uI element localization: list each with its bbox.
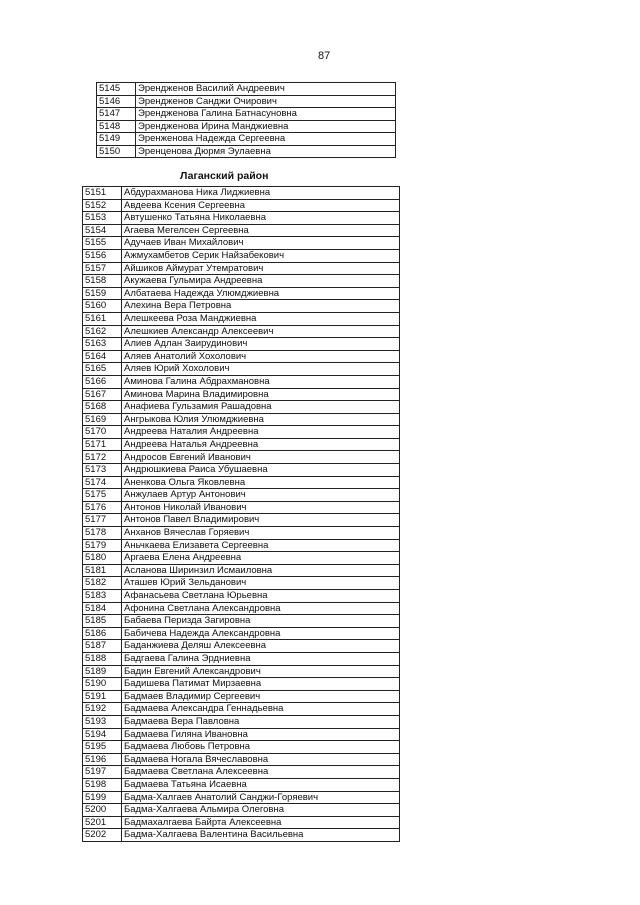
table-row: [97, 120, 396, 133]
person-name: Асланова Ширинзил Исмаиловна: [122, 564, 400, 577]
person-name: Бадмаева Любовь Петровна: [122, 741, 400, 754]
table-row: [83, 426, 400, 439]
row-number: 5193: [83, 715, 122, 728]
table-row: [83, 224, 400, 237]
row-number: 5169: [83, 413, 122, 426]
person-name: Авдеева Ксения Сергеевна: [122, 199, 400, 212]
person-name: Эрендженов Санджи Очирович: [136, 95, 396, 108]
table-row: [83, 678, 400, 691]
table-row: [97, 83, 396, 96]
table-row: [83, 766, 400, 779]
person-name: Ангрыкова Юлия Улюмджиевна: [122, 413, 400, 426]
table-row: [83, 577, 400, 590]
table-row: [83, 375, 400, 388]
row-number: 5182: [83, 577, 122, 590]
table-row: [83, 464, 400, 477]
table-row: [83, 350, 400, 363]
table-row: [83, 237, 400, 250]
row-number: 5175: [83, 489, 122, 502]
row-number: 5171: [83, 438, 122, 451]
table-row: [83, 438, 400, 451]
person-name: Адучаев Иван Михайлович: [122, 237, 400, 250]
table-row: [83, 401, 400, 414]
row-number: 5148: [97, 120, 136, 133]
table-row: [83, 665, 400, 678]
person-name: Бабаева Перизда Загировна: [122, 615, 400, 628]
person-name: Андреева Наталья Андреевна: [122, 438, 400, 451]
row-number: 5176: [83, 501, 122, 514]
table-row: [83, 514, 400, 527]
table-row: [83, 804, 400, 817]
row-number: 5197: [83, 766, 122, 779]
person-name: Аминова Галина Абдрахмановна: [122, 375, 400, 388]
row-number: 5183: [83, 590, 122, 603]
person-name: Бабичева Надежда Александровна: [122, 627, 400, 640]
table-row: [83, 489, 400, 502]
person-name: Андрюшкиева Раиса Убушаевна: [122, 464, 400, 477]
person-name: Андросов Евгений Иванович: [122, 451, 400, 464]
person-name: Бадмаева Татьяна Исаевна: [122, 778, 400, 791]
row-number: 5158: [83, 275, 122, 288]
row-number: 5150: [97, 145, 136, 158]
row-number: 5147: [97, 108, 136, 121]
person-name: Алехина Вера Петровна: [122, 300, 400, 313]
person-name: Бадин Евгений Александрович: [122, 665, 400, 678]
row-number: 5179: [83, 539, 122, 552]
row-number: 5181: [83, 564, 122, 577]
row-number: 5188: [83, 652, 122, 665]
person-name: Аташев Юрий Зельданович: [122, 577, 400, 590]
table-row: [83, 199, 400, 212]
row-number: 5195: [83, 741, 122, 754]
table-row: [83, 715, 400, 728]
row-number: 5154: [83, 224, 122, 237]
person-name: Ажмухамбетов Серик Найзабекович: [122, 249, 400, 262]
row-number: 5168: [83, 401, 122, 414]
person-name: Андреева Наталия Андреевна: [122, 426, 400, 439]
table-row: [83, 249, 400, 262]
row-number: 5201: [83, 816, 122, 829]
row-number: 5178: [83, 527, 122, 540]
person-name: Аргаева Елена Андреевна: [122, 552, 400, 565]
table-row: [97, 95, 396, 108]
person-name: Аньчкаева Елизавета Сергеевна: [122, 539, 400, 552]
row-number: 5151: [83, 187, 122, 200]
table-row: [97, 133, 396, 146]
row-number: 5191: [83, 690, 122, 703]
table-row: [83, 703, 400, 716]
person-name: Антонов Николай Иванович: [122, 501, 400, 514]
row-number: 5196: [83, 753, 122, 766]
person-name: Бадмахалгаева Байрта Алексеевна: [122, 816, 400, 829]
table-row: [83, 615, 400, 628]
row-number: 5146: [97, 95, 136, 108]
table-row: [83, 413, 400, 426]
row-number: 5145: [97, 83, 136, 96]
person-name: Бадгаева Галина Эрдниевна: [122, 652, 400, 665]
row-number: 5189: [83, 665, 122, 678]
table-row: [83, 187, 400, 200]
row-number: 5164: [83, 350, 122, 363]
person-name: Эрендженова Ирина Манджиевна: [136, 120, 396, 133]
row-number: 5155: [83, 237, 122, 250]
table-row: [83, 363, 400, 376]
person-name: Аминова Марина Владимировна: [122, 388, 400, 401]
person-name: Анжулаев Артур Антонович: [122, 489, 400, 502]
person-name: Бадмаева Вера Павловна: [122, 715, 400, 728]
person-name: Аненкова Ольга Яковлевна: [122, 476, 400, 489]
table-row: [83, 325, 400, 338]
table-row: [83, 388, 400, 401]
person-name: Алешкеева Роза Манджиевна: [122, 312, 400, 325]
page-number: 87: [318, 50, 331, 62]
row-number: 5153: [83, 212, 122, 225]
table-row: [83, 287, 400, 300]
person-name: Эрендженова Галина Батнасуновна: [136, 108, 396, 121]
district-title: Лаганский район: [180, 170, 269, 182]
row-number: 5202: [83, 829, 122, 842]
person-name: Айшиков Аймурат Утемратович: [122, 262, 400, 275]
person-name: Анханов Вячеслав Горяевич: [122, 527, 400, 540]
person-name: Бадмаева Светлана Алексеевна: [122, 766, 400, 779]
row-number: 5149: [97, 133, 136, 146]
table-row: [83, 539, 400, 552]
table-row: [83, 816, 400, 829]
row-number: 5190: [83, 678, 122, 691]
row-number: 5162: [83, 325, 122, 338]
table-row: [83, 476, 400, 489]
row-number: 5199: [83, 791, 122, 804]
table-row: [83, 652, 400, 665]
person-name: Эренженова Надежда Сергеевна: [136, 133, 396, 146]
row-number: 5156: [83, 249, 122, 262]
table-row: [83, 501, 400, 514]
person-name: Бадмаева Гиляна Ивановна: [122, 728, 400, 741]
person-name: Бадмаева Александра Геннадьевна: [122, 703, 400, 716]
person-name: Алиев Адлан Заирудинович: [122, 338, 400, 351]
table-row: [83, 791, 400, 804]
person-name: Абдурахманова Ника Лиджиевна: [122, 187, 400, 200]
row-number: 5180: [83, 552, 122, 565]
person-name: Аляев Анатолий Хохолович: [122, 350, 400, 363]
person-name: Алешкиев Александр Алексеевич: [122, 325, 400, 338]
table-row: [83, 627, 400, 640]
person-name: Баданжиева Деляш Алексеевна: [122, 640, 400, 653]
row-number: 5200: [83, 804, 122, 817]
table-row: [83, 690, 400, 703]
top-list-table: [96, 82, 396, 158]
row-number: 5184: [83, 602, 122, 615]
person-name: Бадма-Халгаева Валентина Васильевна: [122, 829, 400, 842]
person-name: Антонов Павел Владимирович: [122, 514, 400, 527]
table-row: [83, 451, 400, 464]
person-name: Бадма-Халгаев Анатолий Санджи-Горяевич: [122, 791, 400, 804]
table-row: [83, 829, 400, 842]
person-name: Аляев Юрий Хохолович: [122, 363, 400, 376]
table-row: [83, 275, 400, 288]
person-name: Бадма-Халгаева Альмира Олеговна: [122, 804, 400, 817]
table-row: [83, 602, 400, 615]
table-row: [83, 741, 400, 754]
person-name: Афанасьева Светлана Юрьевна: [122, 590, 400, 603]
row-number: 5170: [83, 426, 122, 439]
row-number: 5165: [83, 363, 122, 376]
table-row: [83, 527, 400, 540]
row-number: 5173: [83, 464, 122, 477]
table-row: [97, 145, 396, 158]
table-row: [83, 640, 400, 653]
row-number: 5192: [83, 703, 122, 716]
person-name: Анафиева Гульзамия Рашадовна: [122, 401, 400, 414]
table-row: [83, 564, 400, 577]
table-row: [83, 728, 400, 741]
row-number: 5152: [83, 199, 122, 212]
table-row: [83, 778, 400, 791]
person-name: Бадишева Патимат Мирзаевна: [122, 678, 400, 691]
row-number: 5167: [83, 388, 122, 401]
table-row: [97, 108, 396, 121]
person-name: Афонина Светлана Александровна: [122, 602, 400, 615]
row-number: 5172: [83, 451, 122, 464]
row-number: 5174: [83, 476, 122, 489]
row-number: 5166: [83, 375, 122, 388]
row-number: 5185: [83, 615, 122, 628]
row-number: 5177: [83, 514, 122, 527]
table-row: [83, 338, 400, 351]
row-number: 5198: [83, 778, 122, 791]
person-name: Албатаева Надежда Улюмджиевна: [122, 287, 400, 300]
person-name: Автушенко Татьяна Николаевна: [122, 212, 400, 225]
table-row: [83, 300, 400, 313]
row-number: 5187: [83, 640, 122, 653]
person-name: Агаева Мегелсен Сергеевна: [122, 224, 400, 237]
row-number: 5161: [83, 312, 122, 325]
table-row: [83, 552, 400, 565]
table-row: [83, 262, 400, 275]
row-number: 5159: [83, 287, 122, 300]
row-number: 5186: [83, 627, 122, 640]
table-row: [83, 212, 400, 225]
row-number: 5194: [83, 728, 122, 741]
district-list-table: [82, 186, 400, 842]
row-number: 5163: [83, 338, 122, 351]
person-name: Эрендженов Василий Андреевич: [136, 83, 396, 96]
person-name: Бадмаева Ногала Вячеславовна: [122, 753, 400, 766]
row-number: 5160: [83, 300, 122, 313]
row-number: 5157: [83, 262, 122, 275]
person-name: Бадмаев Владимир Сергеевич: [122, 690, 400, 703]
person-name: Эренценова Дюрмя Эулаевна: [136, 145, 396, 158]
table-row: [83, 312, 400, 325]
table-row: [83, 753, 400, 766]
person-name: Акужаева Гульмира Андреевна: [122, 275, 400, 288]
table-row: [83, 590, 400, 603]
